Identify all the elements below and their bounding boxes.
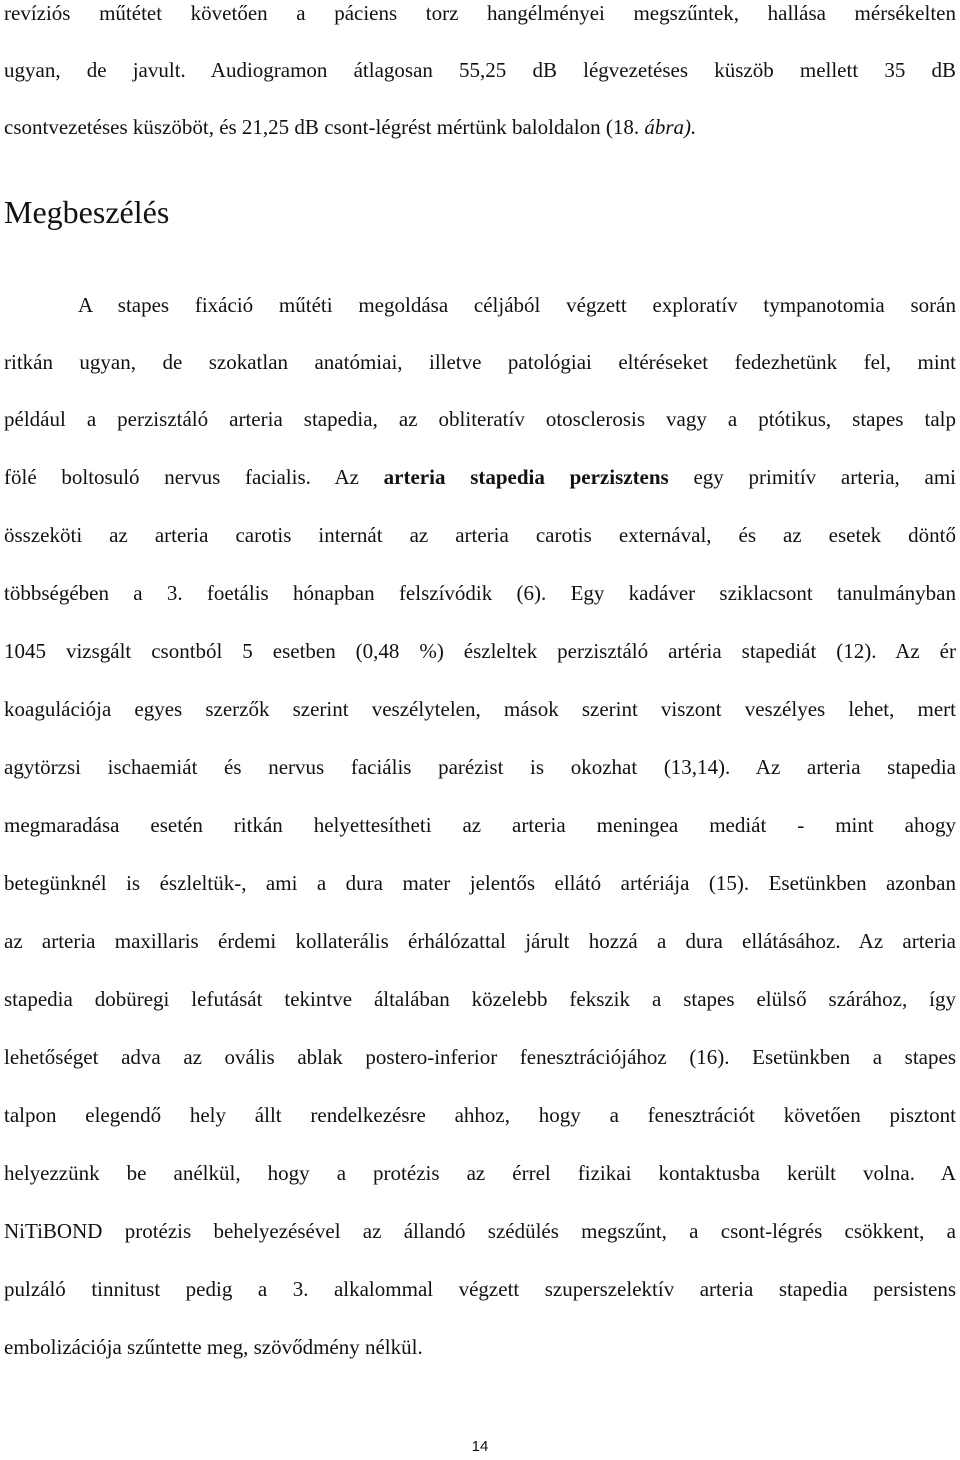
section-heading: Megbeszélés [4,194,170,230]
intro-line-3-text: csontvezetéses küszöböt, és 21,25 dB csont-légrést mértünk baloldalon (18. [4,115,645,139]
paragraph-line: koagulációja egyes szerzők szerint veszélytelen, mások szerint viszont veszélyes lehet, mert [4,697,956,721]
intro-line-1: revíziós műtétet követően a páciens torz hangélményei megszűntek, hallása mérsékelten [4,1,956,25]
paragraph-line: az arteria maxillaris érdemi kollaterális érhálózattal járult hozzá a dura ellátásához. Az arteria [4,929,956,953]
paragraph-line: megmaradása esetén ritkán helyettesítheti az arteria meningea mediát - mint ahogy [4,813,956,837]
paragraph-line: 1045 vizsgált csontból 5 esetben (0,48 %) észleltek perzisztáló artéria stapediát (12). Az ér [4,639,956,663]
paragraph-line: betegünknél is észleltük-, ami a dura mater jelentős ellátó artériája (15). Esetünkben azonban [4,871,956,895]
paragraph-line [4,464,956,490]
paragraph-text: fölé boltosuló nervus facialis. Az [4,465,384,489]
paragraph-line: többségében a 3. foetális hónapban felszívódik (6). Egy kadáver sziklacsont tanulmányban [4,581,956,605]
paragraph-line: embolizációja szűntette meg, szövődmény nélkül. [4,1335,423,1359]
paragraph-line: lehetőséget adva az ovális ablak postero-inferior fenesztrációjához (16). Esetünkben a stapes [4,1045,956,1069]
paragraph-line: NiTiBOND protézis behelyezésével az állandó szédülés megszűnt, a csont-légrés csökkent, a [4,1219,956,1243]
paragraph-line: összeköti az arteria carotis internát az arteria carotis externával, és az esetek döntő [4,523,956,547]
figure-reference: ábra). [644,115,697,139]
intro-line-3 [4,114,956,140]
paragraph-line: stapedia dobüregi lefutását tekintve általában közelebb fekszik a stapes elülső szárához, így [4,987,956,1011]
page-number: 14 [471,1438,489,1455]
intro-line-2: ugyan, de javult. Audiogramon átlagosan 55,25 dB légvezetéses küszöb mellett 35 dB [4,58,956,82]
paragraph-line: pulzáló tinnitust pedig a 3. alkalommal végzett szuperszelektív arteria stapedia persistens [4,1277,956,1301]
bold-term: arteria stapedia perzisztens [383,465,669,489]
paragraph-line: A stapes fixáció műtéti megoldása céljából végzett exploratív tympanotomia során [78,293,956,317]
paragraph-line: ritkán ugyan, de szokatlan anatómiai, illetve patológiai eltéréseket fedezhetünk fel, mint [4,350,956,374]
paragraph-line: például a perzisztáló arteria stapedia, az obliteratív otosclerosis vagy a ptótikus, stapes talp [4,407,956,431]
paragraph-line: talpon elegendő hely állt rendelkezésre ahhoz, hogy a fenesztrációt követően pisztont [4,1103,956,1127]
paragraph-text: egy primitív arteria, ami [668,465,956,489]
paragraph-line: agytörzsi ischaemiát és nervus faciális parézist is okozhat (13,14). Az arteria stapedia [4,755,956,779]
paragraph-line: helyezzünk be anélkül, hogy a protézis az érrel fizikai kontaktusba került volna. A [4,1161,956,1185]
